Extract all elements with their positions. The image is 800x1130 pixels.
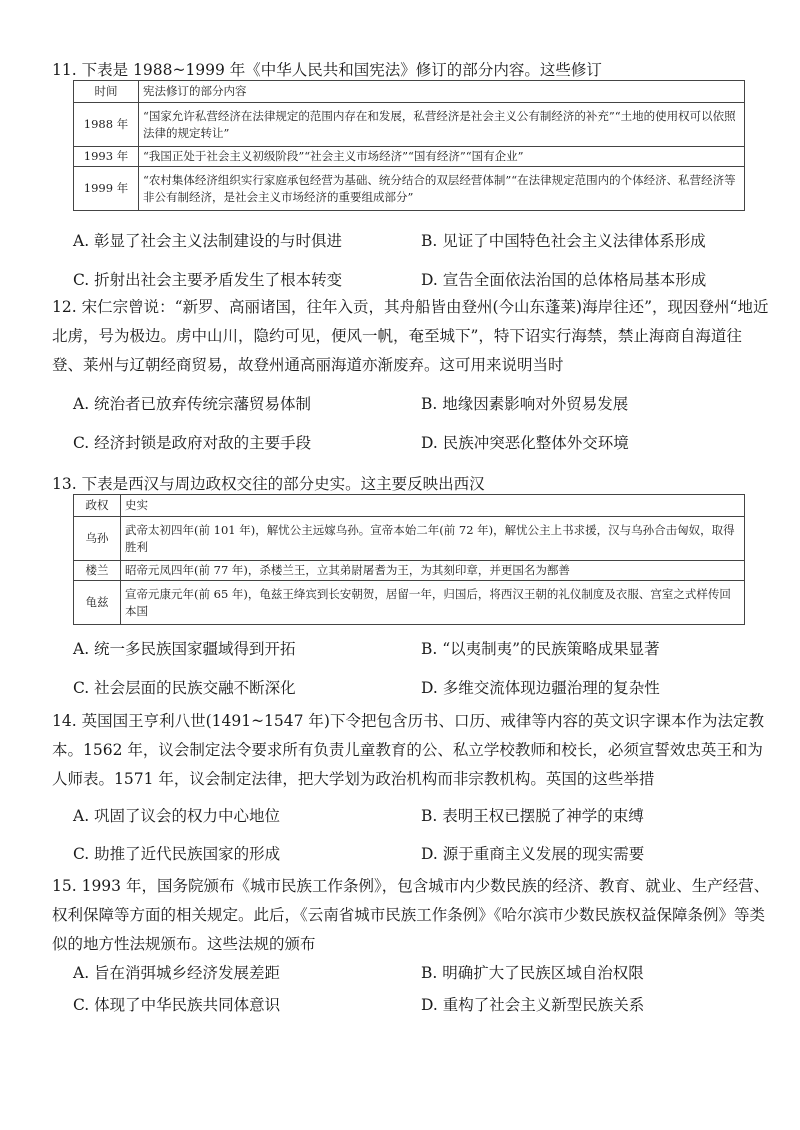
- q11-row-content: “国家允许私营经济在法律规定的范围内存在和发展，私营经济是社会主义公有制经济的补充”“土地的使用权可以依照法律的规定转让”: [139, 103, 745, 147]
- q11-option-c[interactable]: C. 折射出社会主要矛盾发生了根本转变: [73, 271, 343, 289]
- q14-stem: 14. 英国国王亨利八世(1491~1547 年)下令把包含历书、口历、戒律等内容的英文识字课本作为法定教本。1562 年，议会制定法令要求所有负责儿童教育的公、私立学校教师和校长，必须宣誓效忠英王和为人师表。1571 年，议会制定法律，把大学划为政治机构而非宗教机构。英国的这些举措: [52, 712, 764, 788]
- q15-option-a[interactable]: A. 旨在消弭城乡经济发展差距: [73, 964, 281, 982]
- q11-row-content: “农村集体经济组织实行家庭承包经营为基础、统分结合的双层经营体制”“在法律规定范围内的个体经济、私营经济等非公有制经济，是社会主义市场经济的重要组成部分”: [139, 167, 745, 211]
- q15-option-b[interactable]: B. 明确扩大了民族区域自治权限: [421, 964, 644, 982]
- q11-row-year: 1993 年: [74, 147, 139, 167]
- q13-row-content: 宣帝元康元年(前 65 年)，龟兹王绛宾到长安朝贺，居留一年，归国后，将西汉王朝的礼仪制度及衣服、宫室之式样传回本国: [121, 581, 745, 625]
- q12-option-b[interactable]: B. 地缘因素影响对外贸易发展: [421, 395, 629, 413]
- q12-option-c[interactable]: C. 经济封锁是政府对敌的主要手段: [73, 434, 312, 452]
- q15-stem: 15. 1993 年，国务院颁布《城市民族工作条例》，包含城市内少数民族的经济、教育、就业、生产经营、权利保障等方面的相关规定。此后，《云南省城市民族工作条例》《哈尔滨市少数民族权益保障条例》等类似的地方性法规颁布。这些法规的颁布: [52, 877, 770, 953]
- q11-option-b[interactable]: B. 见证了中国特色社会主义法律体系形成: [421, 232, 706, 250]
- q11-row-content: “我国正处于社会主义初级阶段”“社会主义市场经济”“国有经济”“国有企业”: [139, 147, 745, 167]
- q13-row-content: 武帝太初四年(前 101 年)，解忧公主远嫁乌孙。宣帝本始二年(前 72 年)，解忧公主上书求援，汉与乌孙合击匈奴，取得胜利: [121, 517, 745, 561]
- q11-option-a[interactable]: A. 彰显了社会主义法制建设的与时俱进: [73, 232, 343, 250]
- q14-option-a[interactable]: A. 巩固了议会的权力中心地位: [73, 807, 281, 825]
- q11-table: [73, 80, 745, 211]
- q13-option-d[interactable]: D. 多维交流体现边疆治理的复杂性: [421, 679, 660, 697]
- q13-header-facts: 史实: [121, 495, 745, 517]
- q11-row-year: 1999 年: [74, 167, 139, 211]
- q11-header-content: 宪法修订的部分内容: [139, 81, 745, 103]
- q13-table: [73, 494, 745, 625]
- q12-option-a[interactable]: A. 统治者已放弃传统宗藩贸易体制: [73, 395, 312, 413]
- q11-option-d[interactable]: D. 宣告全面依法治国的总体格局基本形成: [421, 271, 707, 289]
- q13-stem: 13. 下表是西汉与周边政权交往的部分史实。这主要反映出西汉: [52, 475, 485, 493]
- q11-row-year: 1988 年: [74, 103, 139, 147]
- q15-option-d[interactable]: D. 重构了社会主义新型民族关系: [421, 996, 645, 1014]
- q13-row-name: 乌孙: [74, 517, 121, 561]
- q12-option-d[interactable]: D. 民族冲突恶化整体外交环境: [421, 434, 629, 452]
- q12-stem: 12. 宋仁宗曾说：“新罗、高丽诸国，往年入贡，其舟船皆由登州(今山东蓬莱)海岸往还”，现因登州“地近北虏，号为极边。虏中山川，隐约可见，便风一帆，奄至城下”，特下诏实行海禁，禁止海商自海道往登、莱州与辽朝经商贸易，故登州通高丽海道亦渐废弃。这可用来说明当时: [52, 298, 769, 374]
- q15-option-c[interactable]: C. 体现了中华民族共同体意识: [73, 996, 281, 1014]
- q11-header-time: 时间: [74, 81, 139, 103]
- q13-header-regime: 政权: [74, 495, 121, 517]
- q14-option-b[interactable]: B. 表明王权已摆脱了神学的束缚: [421, 807, 644, 825]
- q13-row-content: 昭帝元凤四年(前 77 年)，杀楼兰王，立其弟尉屠耆为王，为其刻印章，并更国名为鄯善: [121, 561, 745, 581]
- q13-option-c[interactable]: C. 社会层面的民族交融不断深化: [73, 679, 296, 697]
- q13-option-b[interactable]: B. “以夷制夷”的民族策略成果显著: [421, 640, 660, 658]
- q14-option-d[interactable]: D. 源于重商主义发展的现实需要: [421, 845, 645, 863]
- q11-stem: 11. 下表是 1988~1999 年《中华人民共和国宪法》修订的部分内容。这些修订: [52, 61, 602, 79]
- q14-option-c[interactable]: C. 助推了近代民族国家的形成: [73, 845, 281, 863]
- q13-option-a[interactable]: A. 统一多民族国家疆域得到开拓: [73, 640, 296, 658]
- q13-row-name: 龟兹: [74, 581, 121, 625]
- q13-row-name: 楼兰: [74, 561, 121, 581]
